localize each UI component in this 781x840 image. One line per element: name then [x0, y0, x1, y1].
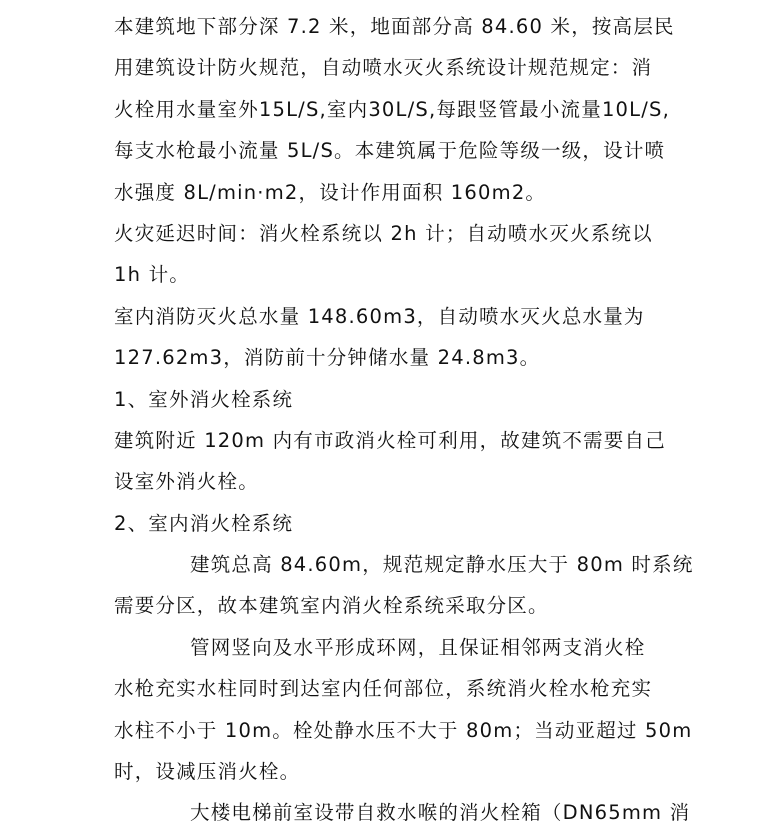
text-line-16: 管网竖向及水平形成环网，且保证相邻两支消火栓: [190, 635, 646, 659]
text-line-15: 需要分区，故本建筑室内消火栓系统采取分区。: [114, 594, 549, 618]
text-line-4: 每支水枪最小流量 5L/S。本建筑属于危险等级一级，设计喷: [114, 139, 666, 163]
text-line-5: 水强度 8L/min·m2，设计作用面积 160m2。: [114, 180, 547, 204]
text-line-3: 火栓用水量室外15L/S,室内30L/S,每跟竖管最小流量10L/S,: [114, 97, 670, 121]
text-line-12: 设室外消火栓。: [114, 470, 259, 494]
text-line-1: 本建筑地下部分深 7.2 米，地面部分高 84.60 米，按高层民: [114, 15, 675, 38]
text-line-8: 室内消防灭火总水量 148.60m3，自动喷水灭火总水量为: [114, 304, 645, 328]
text-line-19: 时，设减压消火栓。: [114, 760, 301, 784]
text-line-7: 1h 计。: [114, 263, 190, 287]
document-body: [114, 6, 694, 834]
text-line-2: 用建筑设计防火规范，自动喷水灭火系统设计规范规定：消: [114, 56, 653, 80]
section-heading-outdoor: 1、室外消火栓系统: [114, 387, 294, 411]
text-line-18: 水柱不小于 10m。栓处静水压不大于 80m；当动亚超过 50m: [114, 718, 693, 742]
text-line-9: 127.62m3，消防前十分钟储水量 24.8m3。: [114, 346, 541, 370]
text-line-6: 火灾延迟时间：消火栓系统以 2h 计；自动喷水灭火系统以: [114, 221, 653, 245]
text-line-17: 水枪充实水柱同时到达室内任何部位，系统消火栓水枪充实: [114, 677, 653, 701]
text-line-20: 大楼电梯前室设带自救水喉的消火栓箱（DN65mm 消: [190, 801, 691, 825]
text-line-14: 建筑总高 84.60m，规范规定静水压大于 80m 时系统: [190, 553, 694, 577]
section-heading-indoor: 2、室内消火栓系统: [114, 511, 294, 535]
text-line-11: 建筑附近 120m 内有市政消火栓可利用，故建筑不需要自己: [114, 428, 666, 452]
